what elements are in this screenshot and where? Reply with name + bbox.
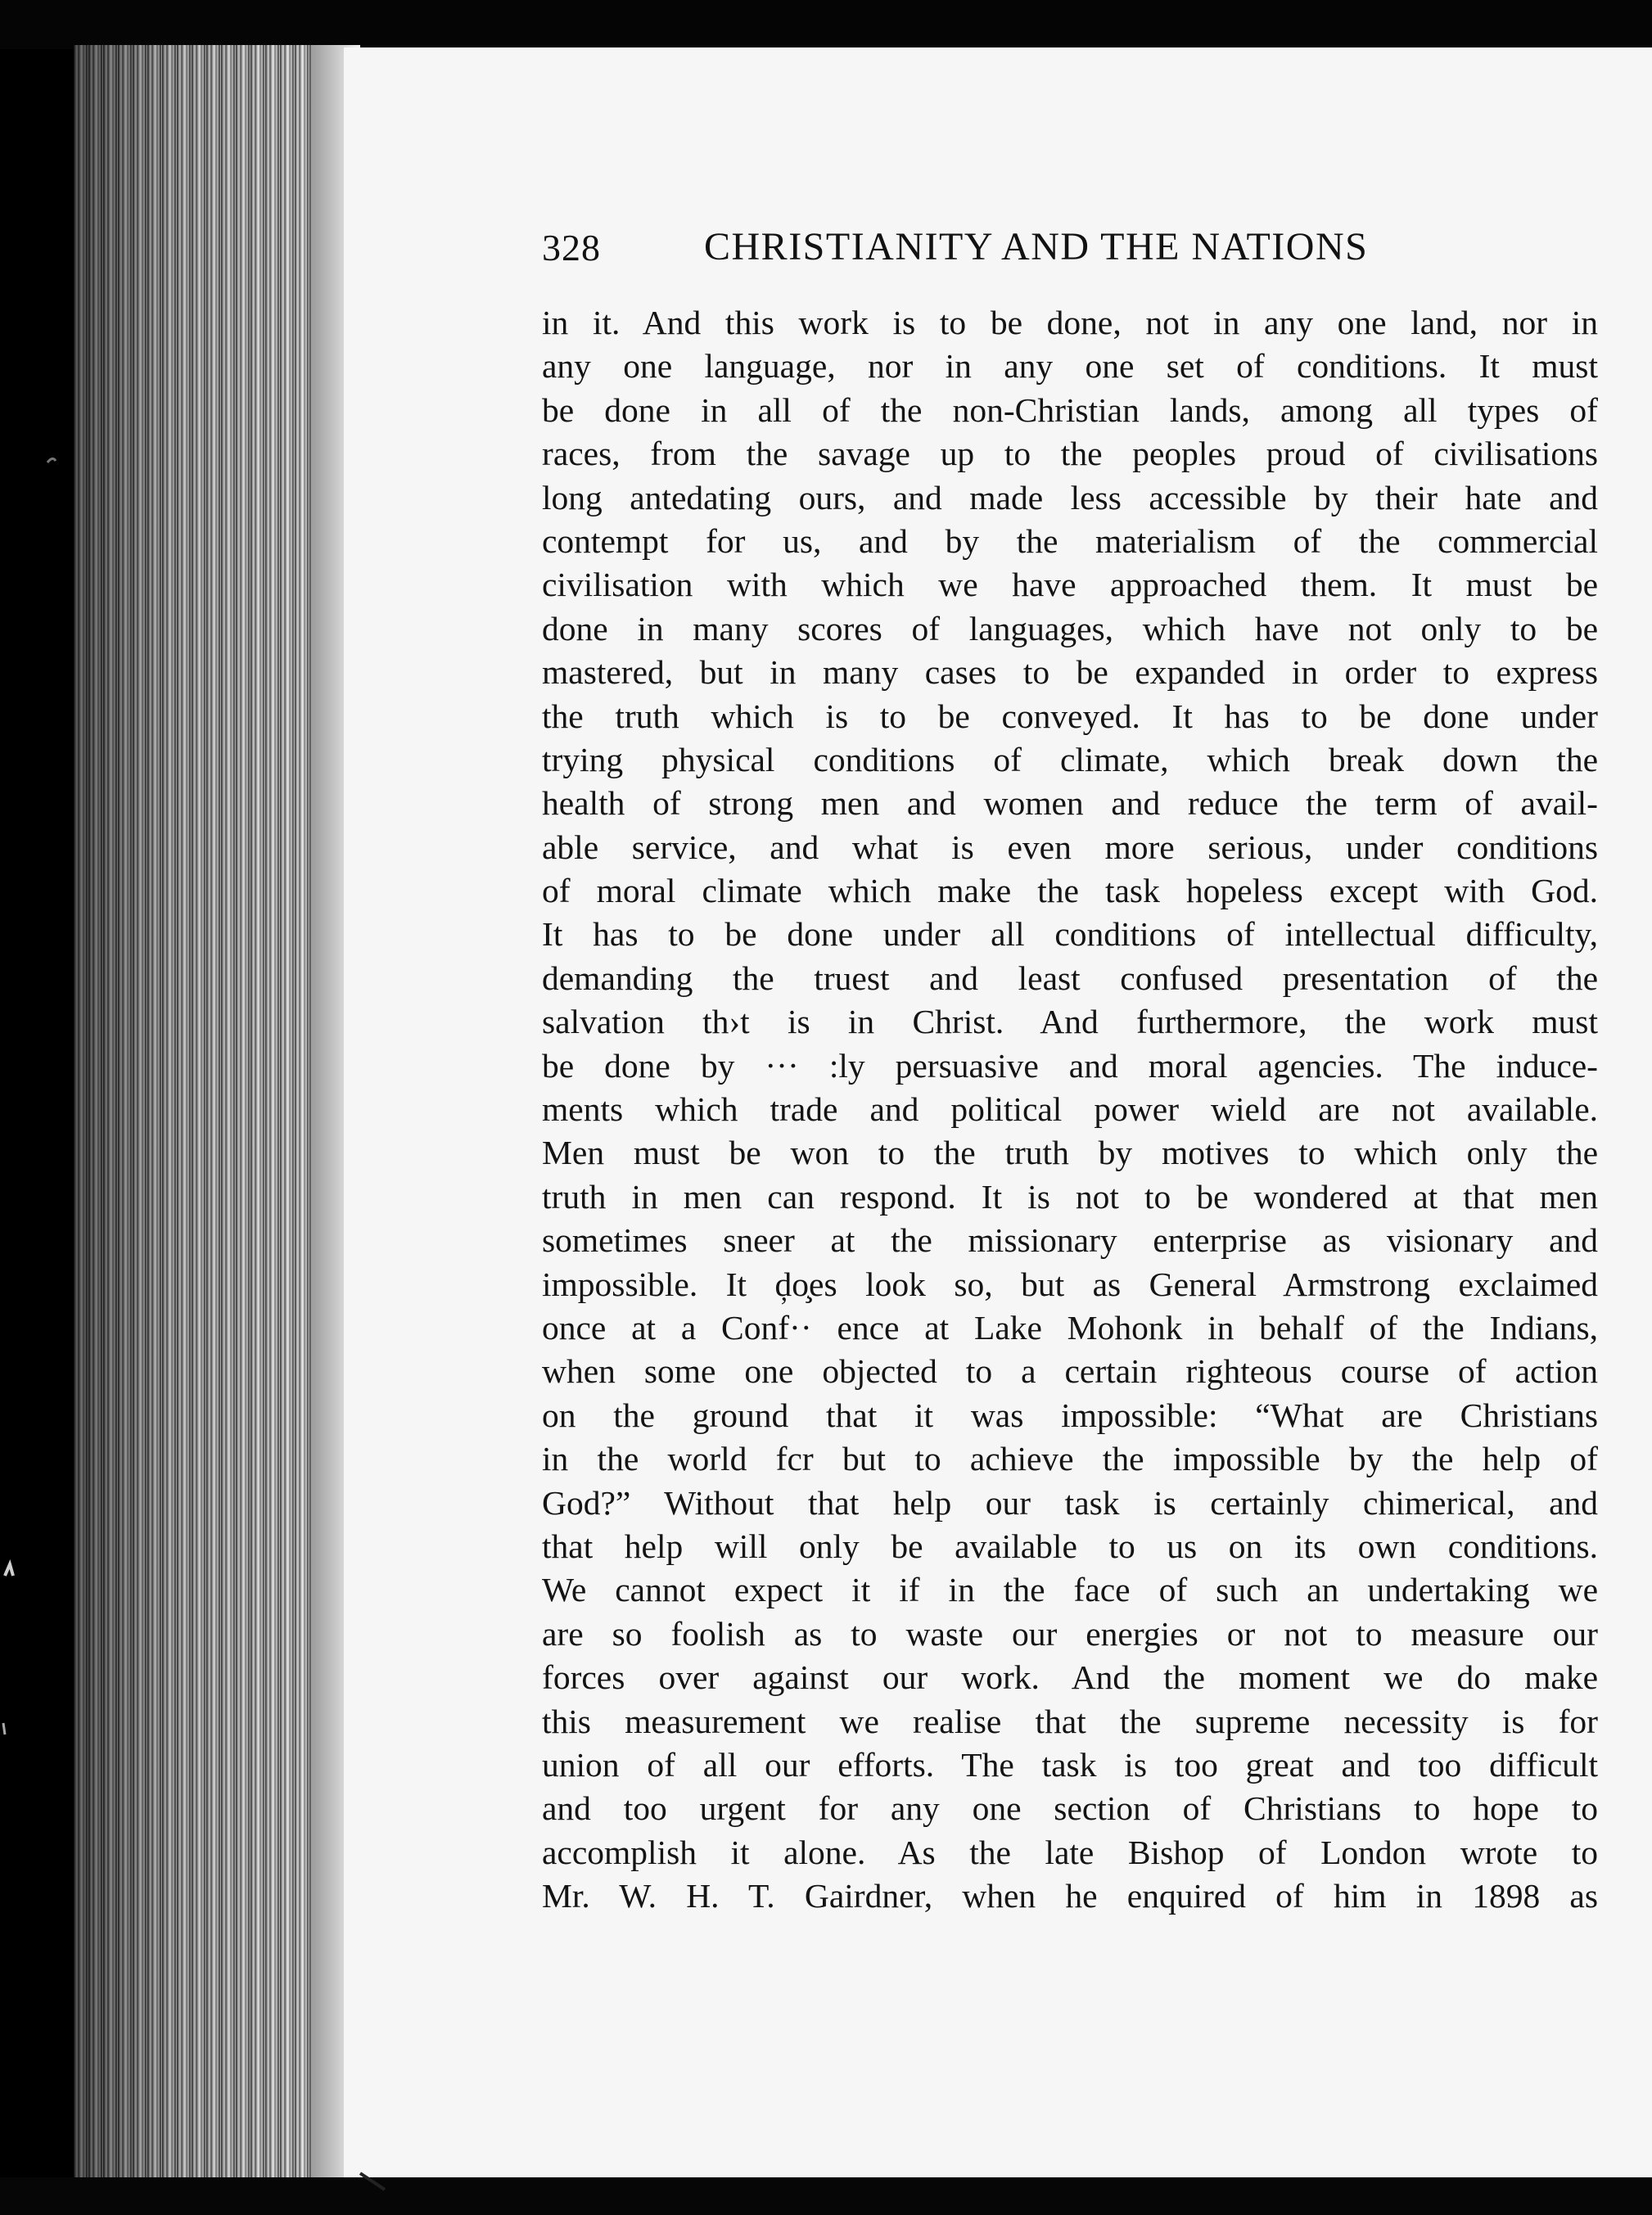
text-line: in it. And this work is to be done, not in any one land, nor in bbox=[542, 304, 1598, 341]
text-line: contempt for us, and by the materialism of the commercial bbox=[542, 521, 1598, 560]
text-line: when some one objected to a certain righteous course of action bbox=[542, 1352, 1598, 1391]
text-line: union of all our efforts. The task is too great and too difficult bbox=[542, 1745, 1598, 1784]
text-line: demanding the truest and least confused presentation of the bbox=[542, 959, 1598, 997]
text-line: be done by ··· :ly persuasive and moral agencies. The induce- bbox=[542, 1046, 1598, 1085]
text-line: this measurement we realise that the supreme necessity is for bbox=[542, 1702, 1598, 1740]
scan-speck bbox=[5, 1564, 13, 1576]
page-header bbox=[542, 214, 1606, 288]
text-line: races, from the savage up to the peoples proud of civilisations bbox=[542, 435, 1598, 473]
text-line: in the world fcr but to achieve the impossible by the help of bbox=[542, 1440, 1598, 1478]
text-line: forces over against our work. And the moment we do make bbox=[542, 1658, 1598, 1697]
text-line: ments which trade and political power wield are not available. bbox=[542, 1090, 1598, 1129]
running-head: CHRISTIANITY AND THE NATIONS bbox=[704, 225, 1369, 268]
text-line: be done in all of the non-Christian lands, among all types of bbox=[542, 390, 1598, 429]
text-line: the truth which is to be conveyed. It has to be done under bbox=[542, 697, 1598, 735]
text-line: civilisation with which we have approached them. It must be bbox=[542, 566, 1598, 604]
text-line: health of strong men and women and reduce the term of avail- bbox=[542, 784, 1598, 823]
text-line: trying physical conditions of climate, which break down the bbox=[542, 740, 1598, 778]
scan-bottom-border bbox=[0, 2177, 1652, 2215]
scan-speck bbox=[47, 458, 56, 462]
text-line: that help will only be available to us on its own conditions. bbox=[542, 1527, 1598, 1565]
text-line: God?” Without that help our task is certainly chimerical, and bbox=[542, 1483, 1598, 1522]
text-line: It has to be done under all conditions of intellectual difficulty, bbox=[542, 915, 1598, 954]
text-line: able service, and what is even more serious, under conditions bbox=[542, 828, 1598, 866]
page-number: 328 bbox=[542, 227, 601, 268]
text-line: once at a Conf·· ence at Lake Mohonk in behalf of the Indians, bbox=[542, 1308, 1598, 1347]
text-line: We cannot expect it if in the face of such an undertaking we bbox=[542, 1571, 1598, 1609]
text-line: are so foolish as to waste our energies or not to measure our bbox=[542, 1614, 1598, 1653]
scan-speck bbox=[3, 1723, 5, 1735]
scan-top-border bbox=[0, 0, 1652, 49]
text-line: Men must be won to the truth by motives to which only the bbox=[542, 1134, 1598, 1172]
text-line: impossible. It ḑo̧es look so, but as General Armstrong exclaimed bbox=[542, 1265, 1598, 1303]
text-line: salvation th›t is in Christ. And furthermore, the work must bbox=[542, 1003, 1598, 1041]
text-line: truth in men can respond. It is not to be wondered at that men bbox=[542, 1177, 1598, 1216]
text-line: on the ground that it was impossible: “What are Christians bbox=[542, 1396, 1598, 1434]
text-line: mastered, but in many cases to be expanded in order to express bbox=[542, 653, 1598, 692]
text-line: of moral climate which make the task hopeless except with God. bbox=[542, 872, 1598, 910]
text-line: long antedating ours, and made less accessible by their hate and bbox=[542, 478, 1598, 517]
body-text bbox=[542, 301, 1598, 1918]
text-line: any one language, nor in any one set of conditions. It must bbox=[542, 347, 1598, 386]
book-page-edges bbox=[74, 45, 336, 2181]
text-line: done in many scores of languages, which have not only to be bbox=[542, 609, 1598, 647]
text-line: Mr. W. H. T. Gairdner, when he enquired of him in 1898 as bbox=[542, 1877, 1598, 1915]
text-line: accomplish it alone. As the late Bishop of London wrote to bbox=[542, 1833, 1598, 1871]
text-line: and too urgent for any one section of Christians to hope to bbox=[542, 1789, 1598, 1828]
text-line: sometimes sneer at the missionary enterprise as visionary and bbox=[542, 1221, 1598, 1260]
